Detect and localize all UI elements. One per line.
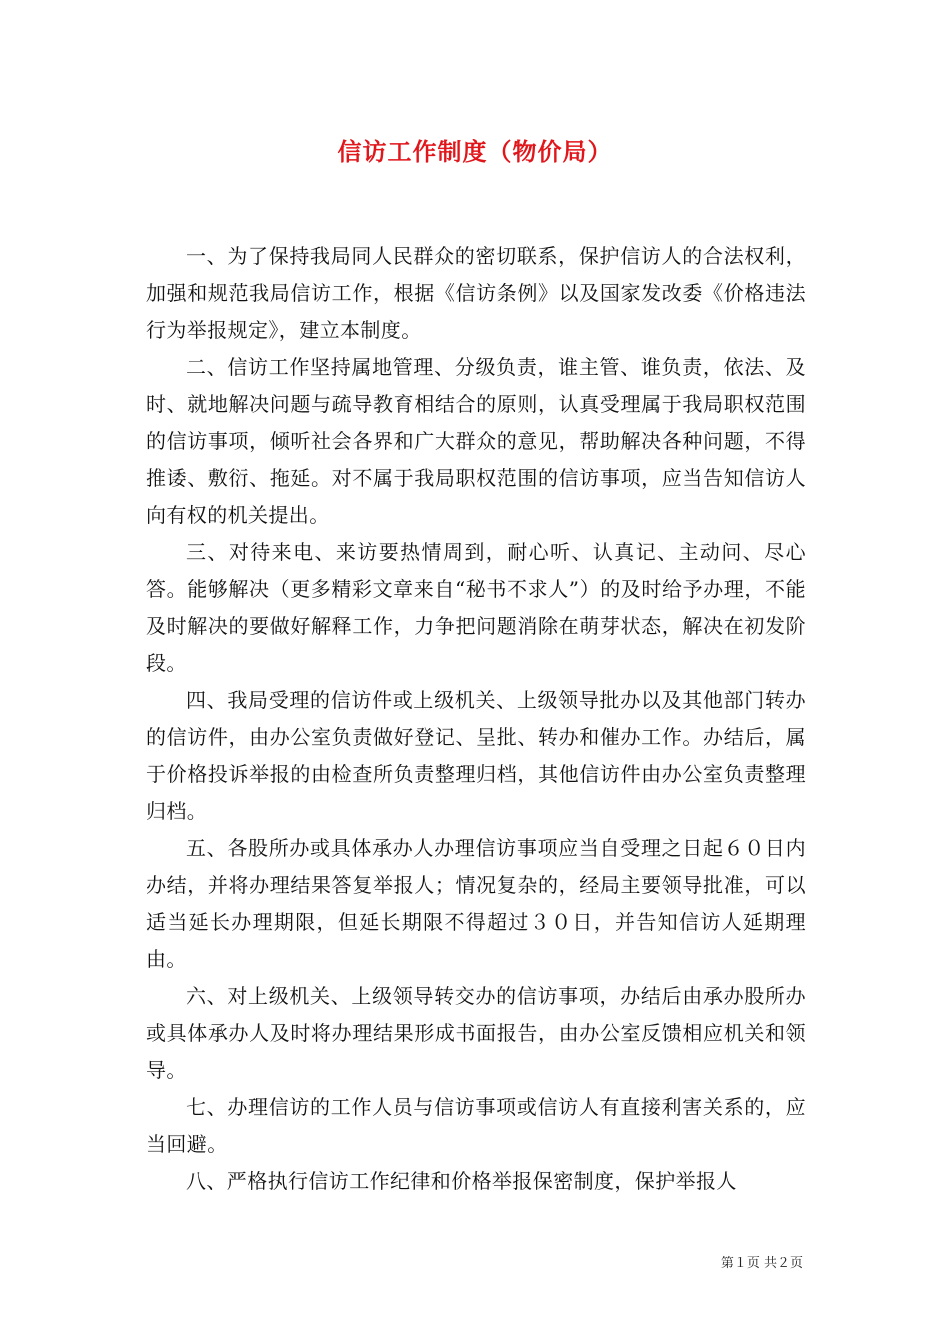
- paragraph-2: 二、信访工作坚持属地管理、分级负责，谁主管、谁负责，依法、及时、就地解决问题与疏导教育相结合的原则，认真受理属于我局职权范围的信访事项，倾听社会各界和广大群众的意见，帮助解决各种问题，不得推诿、敷衍、拖延。对不属于我局职权范围的信访事项，应当告知信访人向有权的机关提出。: [146, 355, 806, 527]
- paragraph-8: 八、严格执行信访工作纪律和价格举报保密制度，保护举报人: [186, 1169, 737, 1193]
- paragraph-3: 三、对待来电、来访要热情周到，耐心听、认真记、主动问、尽心答。能够解决（更多精彩文章来自“秘书不求人”）的及时给予办理，不能及时解决的要做好解释工作，力争把问题消除在萌芽状态，解决在初发阶段。: [146, 540, 806, 675]
- paragraph-5: 五、各股所办或具体承办人办理信访事项应当自受理之日起６０日内办结，并将办理结果答复举报人；情况复杂的，经局主要领导批准，可以适当延长办理期限，但延长期限不得超过３０日，并告知信访人延期理由。: [146, 836, 806, 971]
- paragraph-1: 一、为了保持我局同人民群众的密切联系，保护信访人的合法权利，加强和规范我局信访工作，根据《信访条例》以及国家发改委《价格违法行为举报规定》，建立本制度。: [146, 244, 806, 342]
- paragraph-4: 四、我局受理的信访件或上级机关、上级领导批办以及其他部门转办的信访件，由办公室负责做好登记、呈批、转办和催办工作。办结后，属于价格投诉举报的由检查所负责整理归档，其他信访件由办公室负责整理归档。: [146, 688, 806, 823]
- paragraph-7: 七、办理信访的工作人员与信访事项或信访人有直接利害关系的，应当回避。: [146, 1095, 806, 1156]
- paragraph-6: 六、对上级机关、上级领导转交办的信访事项，办结后由承办股所办或具体承办人及时将办理结果形成书面报告，由办公室反馈相应机关和领导。: [146, 984, 806, 1082]
- document-title: 信访工作制度（物价局）: [337, 138, 613, 166]
- document-body: [146, 238, 806, 1200]
- page-number-footer: 第１页 共２页: [720, 1256, 803, 1271]
